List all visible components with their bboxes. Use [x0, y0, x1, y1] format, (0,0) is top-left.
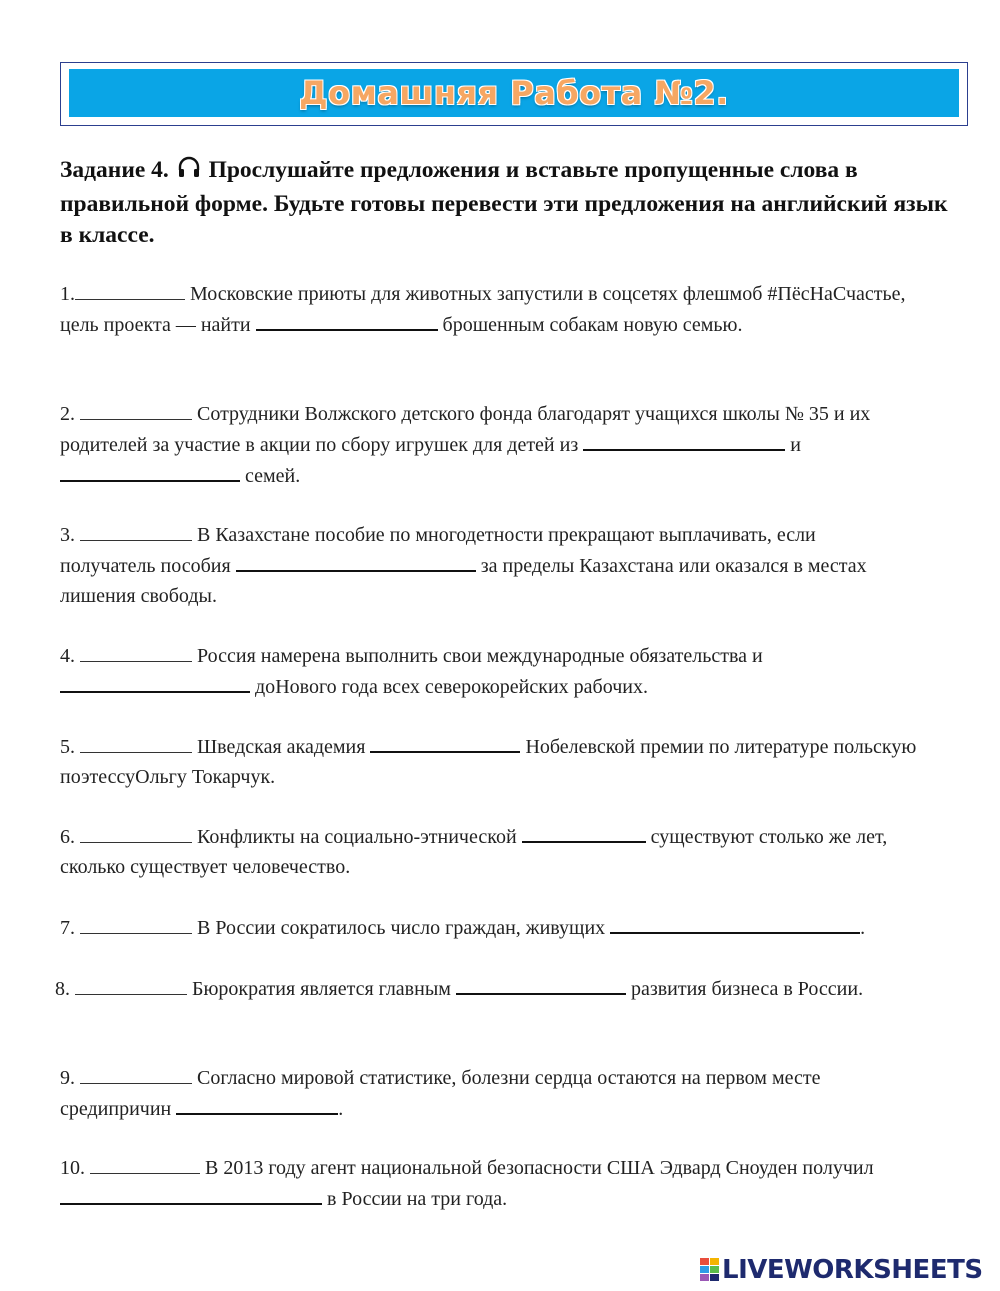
item-number: 1.: [60, 283, 75, 305]
list-item: [60, 821, 950, 882]
answer-blank[interactable]: [456, 973, 626, 995]
item-text: Согласно мировой статистике, болезни сердца остаются на первом месте среди: [60, 1067, 821, 1120]
item-text: за пределы Казахстана или оказался в местах лишения свободы.: [60, 555, 867, 607]
item-text: Конфликты на социально-этнической: [197, 826, 517, 848]
task-label: Задание 4.: [60, 157, 169, 183]
item-number: 3.: [60, 524, 75, 546]
answer-blank[interactable]: [60, 671, 250, 693]
list-item: [60, 1063, 930, 1124]
answer-blank[interactable]: [60, 1183, 322, 1205]
liveworksheets-logo: [700, 1255, 983, 1285]
item-text: Россия намерена выполнить свои международные обязательства и: [197, 645, 763, 667]
title-frame: [60, 62, 968, 126]
item-number: 9.: [60, 1067, 75, 1089]
item-text: .: [860, 917, 866, 939]
item-number: 4.: [60, 645, 75, 667]
answer-blank[interactable]: [90, 1155, 200, 1174]
item-text: причин: [108, 1098, 172, 1120]
answer-blank[interactable]: [60, 460, 240, 482]
list-item: [60, 912, 950, 943]
answer-blank[interactable]: [75, 281, 185, 300]
task-text: Прослушайте предложения и вставьте пропущенные слова в правильной форме. Будьте готовы перевести эти предложения на английский язык в классе.: [60, 157, 948, 248]
list-item: [60, 279, 940, 340]
list-item: [60, 641, 910, 702]
answer-blank[interactable]: [583, 429, 785, 451]
list-item: [60, 1153, 920, 1214]
answer-blank[interactable]: [256, 309, 438, 331]
item-number: 8.: [55, 978, 70, 1000]
item-text: Бюрократия является главным: [192, 978, 451, 1000]
item-text: .: [338, 1098, 344, 1120]
item-text: Нобелевской премии по литературе польскую поэтессуОльгу Токарчук.: [60, 736, 917, 788]
item-text: брошенным собакам новую семью.: [442, 314, 743, 336]
title-banner: [69, 69, 959, 117]
item-text: семей.: [245, 465, 301, 487]
page-title: Домашняя Работа №2.: [299, 74, 729, 112]
answer-blank[interactable]: [80, 915, 192, 934]
answer-blank[interactable]: [610, 912, 860, 934]
answer-blank[interactable]: [75, 976, 187, 995]
item-text: и: [790, 434, 801, 456]
item-text: В Казахстане пособие по многодетности прекращают выплачивать, если получатель пособия: [60, 524, 816, 577]
answer-blank[interactable]: [80, 643, 192, 662]
item-text: до: [255, 676, 276, 698]
answer-blank[interactable]: [176, 1093, 338, 1115]
item-text: Московские приюты для животных запустили в соцсетях флешмоб #ПёсНаСчастье, цель проекта — найти: [60, 283, 906, 336]
answer-blank[interactable]: [80, 1065, 192, 1084]
task-instruction: [60, 155, 950, 251]
list-item: [55, 973, 905, 1004]
item-text: в России на три года.: [327, 1188, 508, 1210]
headphones-icon[interactable]: [177, 156, 201, 189]
item-number: 6.: [60, 826, 75, 848]
item-text: Шведская академия: [197, 736, 366, 758]
item-number: 10.: [60, 1157, 85, 1179]
item-text: Сотрудники Волжского детского фонда благодарят учащихся школы № 35 и их родителей за участие в акции по сбору игрушек для детей из: [60, 403, 871, 456]
liveworksheets-logo-icon: [700, 1258, 720, 1282]
answer-blank[interactable]: [370, 731, 520, 753]
item-text: Нового года всех северокорейских рабочих.: [275, 676, 648, 698]
item-text: В 2013 году агент национальной безопасности США Эдвард Сноуден получил: [205, 1157, 874, 1179]
item-text: В России сократилось число граждан, живущих: [197, 917, 606, 939]
list-item: [60, 520, 910, 611]
item-number: 7.: [60, 917, 75, 939]
answer-blank[interactable]: [236, 550, 476, 572]
answer-blank[interactable]: [80, 401, 192, 420]
item-number: 2.: [60, 403, 75, 425]
answer-blank[interactable]: [80, 522, 192, 541]
item-number: 5.: [60, 736, 75, 758]
logo-text: LIVEWORKSHEETS: [722, 1255, 983, 1285]
list-item: [60, 731, 920, 792]
item-text: существуют столько же лет, сколько существует человечество.: [60, 826, 888, 878]
answer-blank[interactable]: [80, 824, 192, 843]
answer-blank[interactable]: [522, 821, 646, 843]
item-text: развития бизнеса в России.: [630, 978, 864, 1000]
answer-blank[interactable]: [80, 734, 192, 753]
list-item: [60, 399, 940, 491]
